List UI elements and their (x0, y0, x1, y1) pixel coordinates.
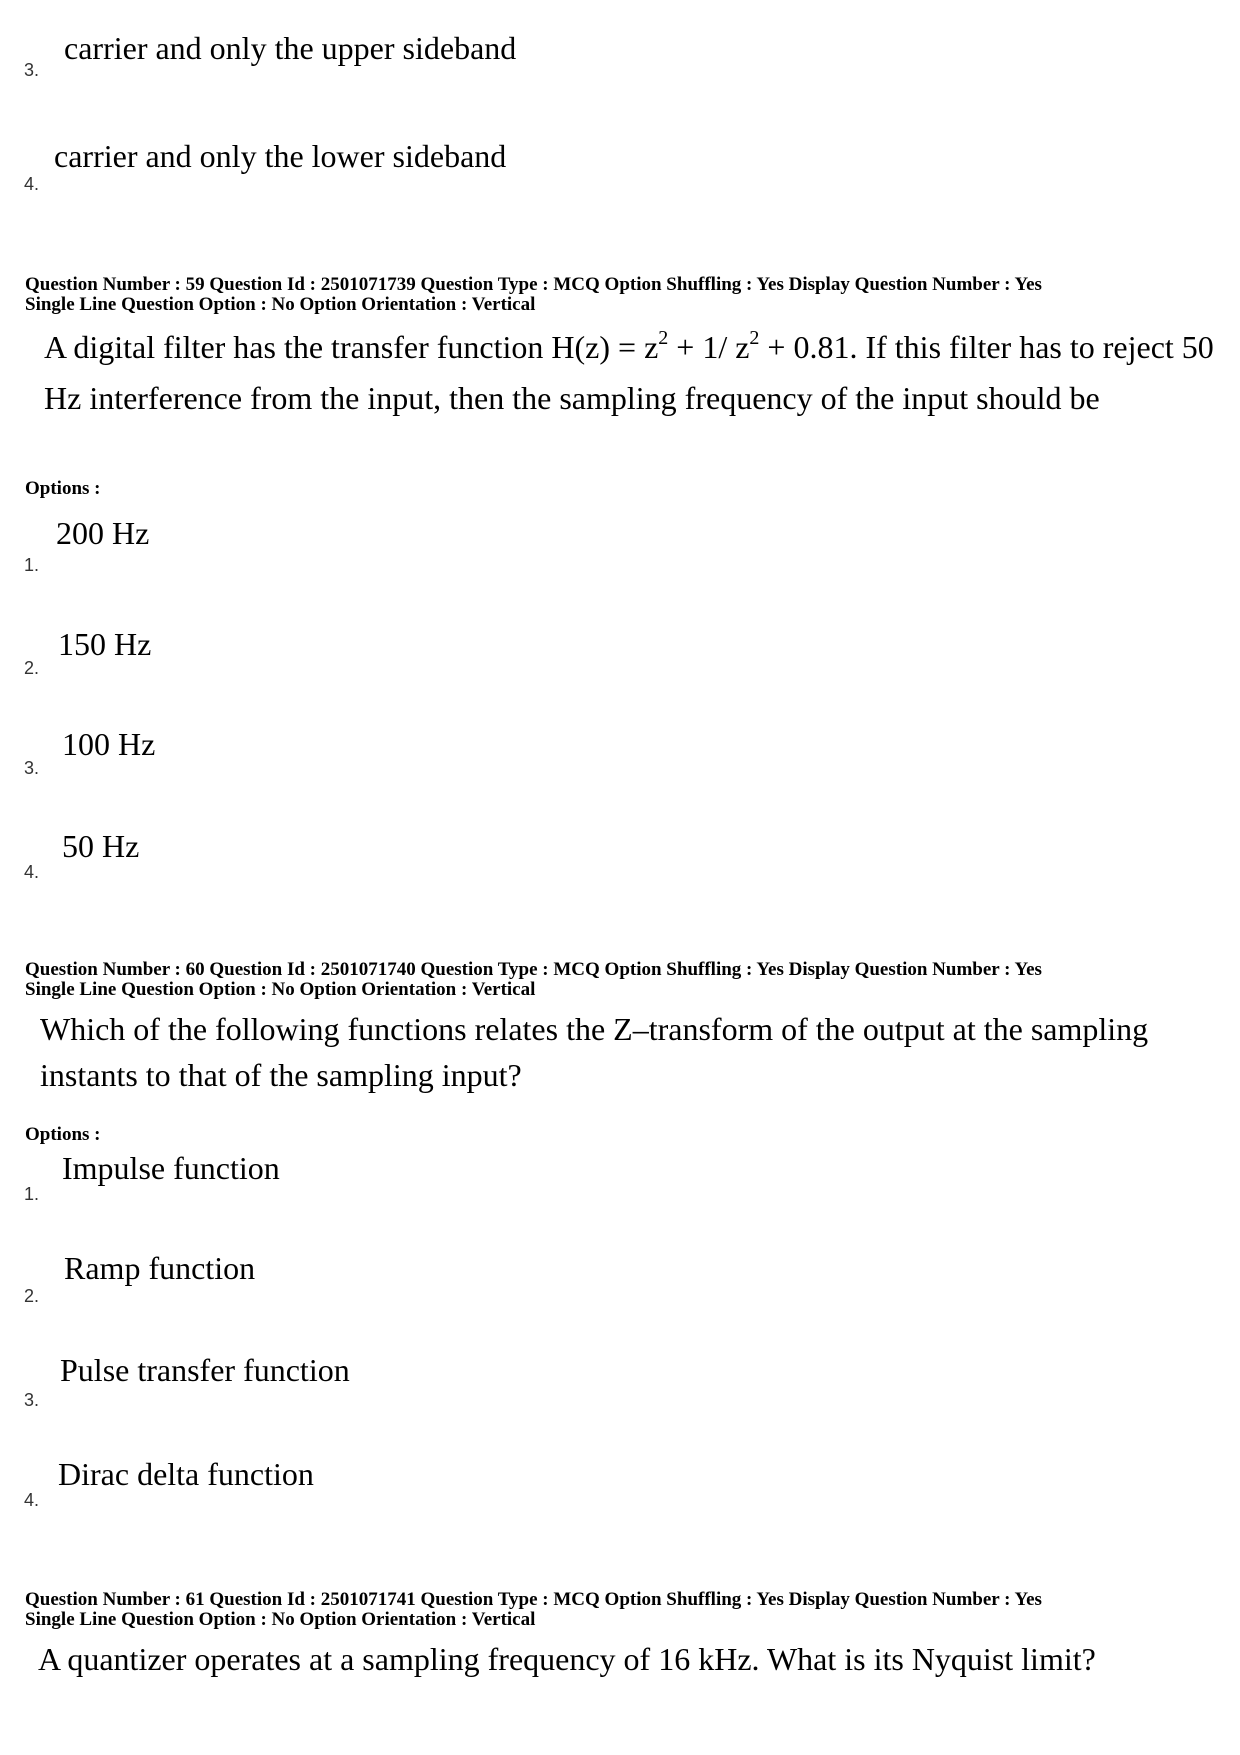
option-text: Dirac delta function (58, 1456, 314, 1492)
question-text: A quantizer operates at a sampling frequency of 16 kHz. What is its Nyquist limit? (38, 1641, 1096, 1677)
option-text: Impulse function (62, 1150, 280, 1186)
option-text: 100 Hz (62, 726, 156, 762)
option-text: 150 Hz (58, 626, 152, 662)
option-number: 4. (24, 174, 40, 194)
option-number: 1. (24, 1184, 40, 1204)
option-number: 2. (24, 1286, 40, 1306)
options-label: Options : (25, 478, 101, 499)
option-text: 200 Hz (56, 515, 150, 551)
option-text: 50 Hz (62, 828, 140, 864)
option-number: 4. (24, 1490, 40, 1510)
question-meta-line: Question Number : 59 Question Id : 2501071739 Question Type : MCQ Option Shuffling : Yes Display Question Number : Yes (25, 274, 1042, 295)
question-text: A digital filter has the transfer function $H(z) = z^2 + 1/$ $z^2 + 0.81$. If this filter has to reject 50 Hz interference from the input, then the sampling frequency of the input should be (44, 327, 1214, 416)
option-number: 3. (24, 60, 40, 80)
options-label: Options : (25, 1124, 101, 1145)
option-number: 3. (24, 1390, 40, 1410)
option-text: Ramp function (64, 1250, 256, 1286)
option-text: carrier and only the lower sideband (54, 138, 507, 174)
question-meta-line: Single Line Question Option : No Option Orientation : Vertical (25, 1609, 536, 1630)
question-meta-line: Question Number : 60 Question Id : 2501071740 Question Type : MCQ Option Shuffling : Yes Display Question Number : Yes (25, 959, 1042, 980)
option-text: Pulse transfer function (60, 1352, 350, 1388)
option-text: carrier and only the upper sideband (64, 30, 517, 66)
option-number: 1. (24, 555, 40, 575)
option-number: 3. (24, 758, 40, 778)
question-meta-line: Single Line Question Option : No Option Orientation : Vertical (25, 294, 536, 315)
option-number: 2. (24, 658, 40, 678)
question-meta-line: Single Line Question Option : No Option Orientation : Vertical (25, 979, 536, 1000)
question-meta-line: Question Number : 61 Question Id : 2501071741 Question Type : MCQ Option Shuffling : Yes Display Question Number : Yes (25, 1589, 1042, 1610)
option-number: 4. (24, 862, 40, 882)
question-text: Which of the following functions relates the Z–transform of the output at the sampling instants to that of the sampling input? (40, 1011, 1149, 1093)
